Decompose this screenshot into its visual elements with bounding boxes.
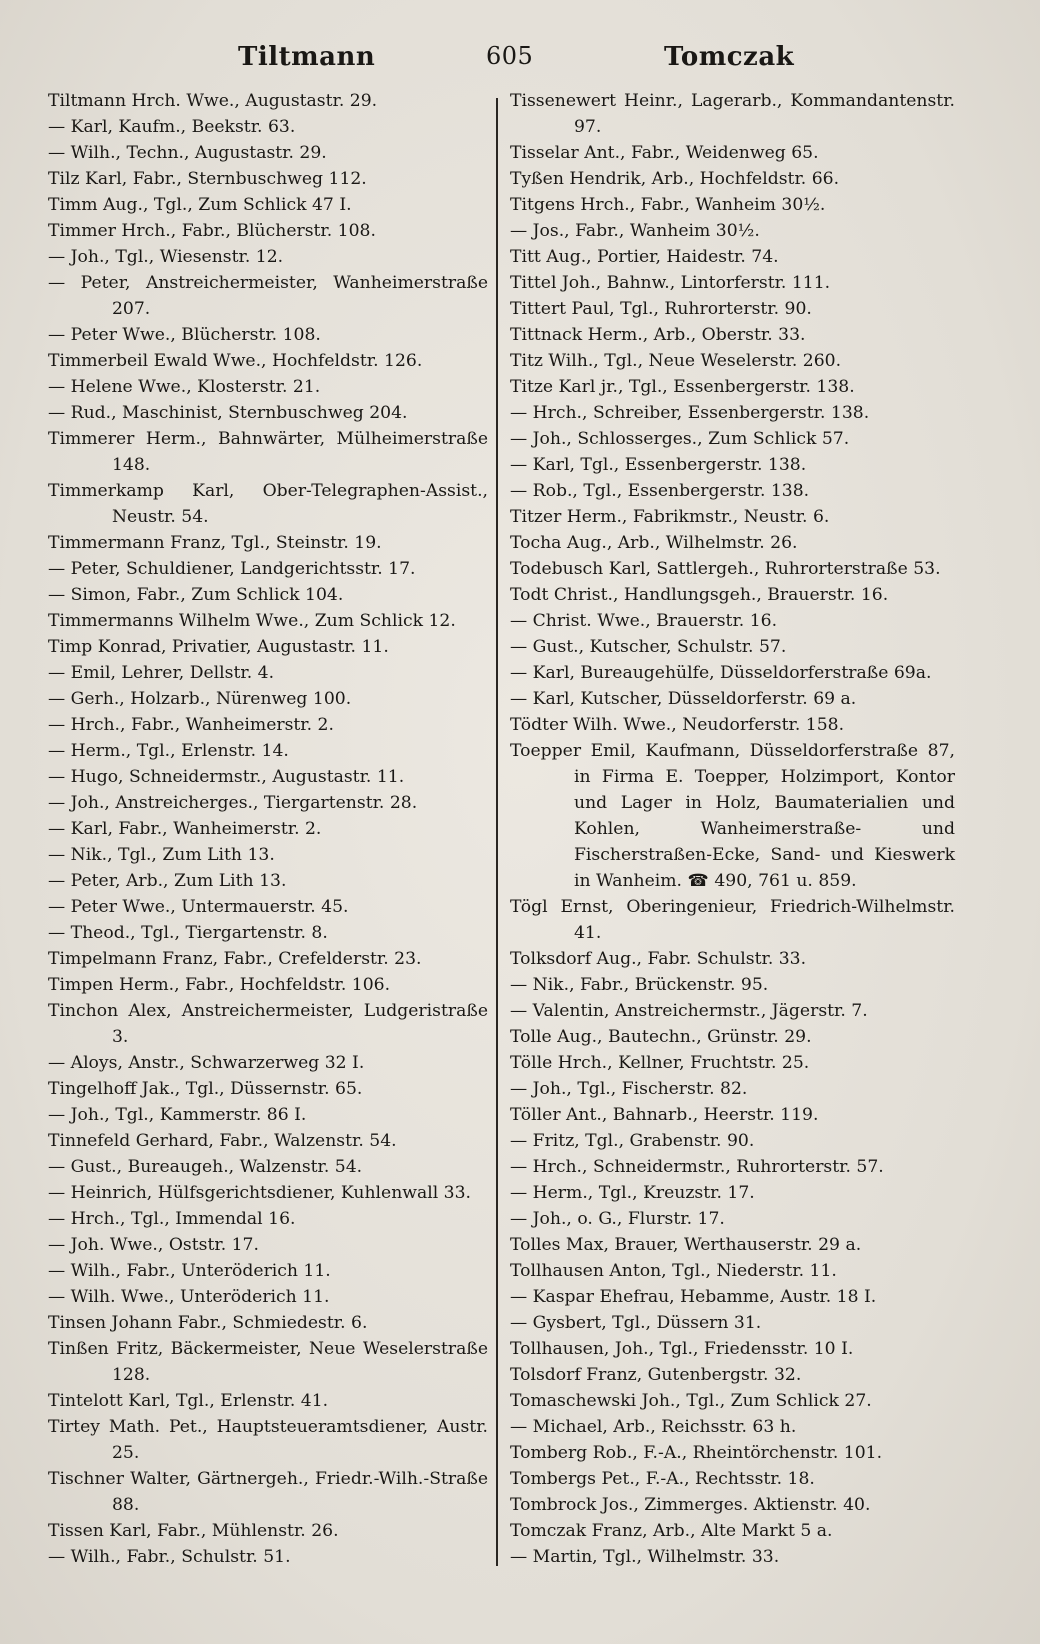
directory-entry: Tomberg Rob., F.-A., Rheintörchenstr. 101. — [510, 1443, 883, 1463]
directory-entry: — Herm., Tgl., Erlenstr. 14. — [48, 741, 289, 761]
header-right-keyword: Tomczak — [664, 42, 795, 72]
directory-entry: Tisselar Ant., Fabr., Weidenweg 65. — [510, 143, 819, 163]
directory-entry: Töller Ant., Bahnarb., Heerstr. 119. — [510, 1105, 819, 1125]
directory-entry: Timmermanns Wilhelm Wwe., Zum Schlick 12. — [48, 611, 456, 631]
directory-entry: Toepper Emil, Kaufmann, Düsseldorferstraße 87, in Firma E. Toepper, Holzimport, Kontor und Lager in Holz, Baumaterialien und Kohlen, Wanheimerstraße- und Fischerstraßen-Ecke, Sand- und Kieswerk in Wanheim. ☎ 490, 761 u. 859. — [510, 741, 955, 891]
directory-entry: — Nik., Fabr., Brückenstr. 95. — [510, 975, 769, 995]
directory-entry: — Joh., Tgl., Wiesenstr. 12. — [48, 247, 284, 267]
directory-entry: Timp Konrad, Privatier, Augustastr. 11. — [48, 637, 389, 657]
directory-entry: — Simon, Fabr., Zum Schlick 104. — [48, 585, 344, 605]
directory-entry: — Wilh. Wwe., Unteröderich 11. — [48, 1287, 330, 1307]
directory-entry: — Gust., Bureaugeh., Walzenstr. 54. — [48, 1157, 363, 1177]
directory-entry: Tolsdorf Franz, Gutenbergstr. 32. — [510, 1365, 802, 1385]
directory-entry: — Peter Wwe., Untermauerstr. 45. — [48, 897, 349, 917]
directory-entry: — Emil, Lehrer, Dellstr. 4. — [48, 663, 275, 683]
directory-entry: Titgens Hrch., Fabr., Wanheim 30½. — [510, 195, 826, 215]
directory-entry: — Peter, Arb., Zum Lith 13. — [48, 871, 287, 891]
directory-entry: — Nik., Tgl., Zum Lith 13. — [48, 845, 275, 865]
directory-entry: Titz Wilh., Tgl., Neue Weselerstr. 260. — [510, 351, 842, 371]
directory-entry: — Joh., Tgl., Fischerstr. 82. — [510, 1079, 748, 1099]
directory-entry: Tinßen Fritz, Bäckermeister, Neue Weselerstraße 128. — [48, 1339, 488, 1385]
directory-entry: — Martin, Tgl., Wilhelmstr. 33. — [510, 1547, 780, 1567]
directory-entry: Timpelmann Franz, Fabr., Crefelderstr. 23. — [48, 949, 422, 969]
directory-entry: — Herm., Tgl., Kreuzstr. 17. — [510, 1183, 755, 1203]
directory-entry: — Hrch., Fabr., Wanheimerstr. 2. — [48, 715, 334, 735]
directory-entry: — Joh. Wwe., Oststr. 17. — [48, 1235, 259, 1255]
directory-entry: — Joh., Schlosserges., Zum Schlick 57. — [510, 429, 850, 449]
directory-entry: Tiltmann Hrch. Wwe., Augustastr. 29. — [48, 91, 378, 111]
directory-entry: — Rob., Tgl., Essenbergerstr. 138. — [510, 481, 810, 501]
directory-entry: — Rud., Maschinist, Sternbuschweg 204. — [48, 403, 408, 423]
directory-entry: Timmer Hrch., Fabr., Blücherstr. 108. — [48, 221, 376, 241]
directory-entry: — Christ. Wwe., Brauerstr. 16. — [510, 611, 778, 631]
directory-entry: Tolle Aug., Bautechn., Grünstr. 29. — [510, 1027, 812, 1047]
directory-entry: Tollhausen, Joh., Tgl., Friedensstr. 10 I. — [510, 1339, 854, 1359]
left-column — [48, 88, 488, 1570]
directory-entry: — Karl, Tgl., Essenbergerstr. 138. — [510, 455, 807, 475]
directory-entry: — Karl, Bureaugehülfe, Düsseldorferstraße 69a. — [510, 663, 932, 683]
directory-entry: — Joh., Tgl., Kammerstr. 86 I. — [48, 1105, 307, 1125]
directory-entry: — Wilh., Fabr., Unteröderich 11. — [48, 1261, 331, 1281]
directory-entry: Tissenewert Heinr., Lagerarb., Kommandantenstr. 97. — [510, 91, 955, 137]
directory-entry: — Hrch., Schreiber, Essenbergerstr. 138. — [510, 403, 870, 423]
directory-entry: Tolles Max, Brauer, Werthauserstr. 29 a. — [510, 1235, 862, 1255]
directory-entry: Tinnefeld Gerhard, Fabr., Walzenstr. 54. — [48, 1131, 397, 1151]
column-divider — [496, 98, 498, 1566]
directory-entry: — Jos., Fabr., Wanheim 30½. — [510, 221, 760, 241]
directory-entry: Timmerbeil Ewald Wwe., Hochfeldstr. 126. — [48, 351, 423, 371]
directory-entry: Tittel Joh., Bahnw., Lintorferstr. 111. — [510, 273, 831, 293]
directory-entry: Tombrock Jos., Zimmerges. Aktienstr. 40. — [510, 1495, 871, 1515]
directory-entry: Tyßen Hendrik, Arb., Hochfeldstr. 66. — [510, 169, 840, 189]
directory-entry: Tischner Walter, Gärtnergeh., Friedr.-Wilh.-Straße 88. — [48, 1469, 488, 1515]
directory-entry: — Karl, Kaufm., Beekstr. 63. — [48, 117, 296, 137]
directory-entry: Tittnack Herm., Arb., Oberstr. 33. — [510, 325, 806, 345]
directory-entry: — Gerh., Holzarb., Nürenweg 100. — [48, 689, 352, 709]
directory-entry: Tomaschewski Joh., Tgl., Zum Schlick 27. — [510, 1391, 872, 1411]
directory-entry: — Joh., o. G., Flurstr. 17. — [510, 1209, 725, 1229]
directory-entry: — Peter, Anstreichermeister, Wanheimerstraße 207. — [48, 273, 488, 319]
directory-entry: — Gust., Kutscher, Schulstr. 57. — [510, 637, 787, 657]
directory-entry: Tolksdorf Aug., Fabr. Schulstr. 33. — [510, 949, 807, 969]
directory-entry: — Joh., Anstreicherges., Tiergartenstr. 28. — [48, 793, 418, 813]
right-column — [510, 88, 955, 1570]
directory-entry: — Peter, Schuldiener, Landgerichtsstr. 17. — [48, 559, 416, 579]
directory-entry: — Valentin, Anstreichermstr., Jägerstr. 7. — [510, 1001, 868, 1021]
directory-entry: Tinchon Alex, Anstreichermeister, Ludgeristraße 3. — [48, 1001, 488, 1047]
directory-entry: — Hugo, Schneidermstr., Augustastr. 11. — [48, 767, 405, 787]
directory-entry: — Hrch., Tgl., Immendal 16. — [48, 1209, 296, 1229]
directory-entry: — Fritz, Tgl., Grabenstr. 90. — [510, 1131, 755, 1151]
directory-entry: Titzer Herm., Fabrikmstr., Neustr. 6. — [510, 507, 830, 527]
directory-entry: — Peter Wwe., Blücherstr. 108. — [48, 325, 321, 345]
directory-entry: Tögl Ernst, Oberingenieur, Friedrich-Wilhelmstr. 41. — [510, 897, 955, 943]
directory-entry: — Heinrich, Hülfsgerichtsdiener, Kuhlenwall 33. — [48, 1183, 472, 1203]
directory-entry: — Karl, Fabr., Wanheimerstr. 2. — [48, 819, 322, 839]
directory-entry: Titze Karl jr., Tgl., Essenbergerstr. 138. — [510, 377, 855, 397]
directory-entry: Tilz Karl, Fabr., Sternbuschweg 112. — [48, 169, 367, 189]
directory-entry: Tingelhoff Jak., Tgl., Düssernstr. 65. — [48, 1079, 363, 1099]
directory-entry: Tölle Hrch., Kellner, Fruchtstr. 25. — [510, 1053, 810, 1073]
directory-entry: Timmerkamp Karl, Ober-Telegraphen-Assist., Neustr. 54. — [48, 481, 488, 527]
directory-entry: — Wilh., Fabr., Schulstr. 51. — [48, 1547, 291, 1567]
directory-entry: Timmermann Franz, Tgl., Steinstr. 19. — [48, 533, 382, 553]
directory-entry: Tittert Paul, Tgl., Ruhrorterstr. 90. — [510, 299, 812, 319]
directory-entry: — Michael, Arb., Reichsstr. 63 h. — [510, 1417, 797, 1437]
header-left-keyword: Tiltmann — [238, 42, 376, 72]
directory-entry: — Helene Wwe., Klosterstr. 21. — [48, 377, 321, 397]
directory-entry: Timm Aug., Tgl., Zum Schlick 47 I. — [48, 195, 352, 215]
directory-entry: Tocha Aug., Arb., Wilhelmstr. 26. — [510, 533, 798, 553]
page-number: 605 — [486, 42, 534, 70]
directory-entry: Timmerer Herm., Bahnwärter, Mülheimerstraße 148. — [48, 429, 488, 475]
directory-entry: Todt Christ., Handlungsgeh., Brauerstr. 16. — [510, 585, 889, 605]
directory-entry: Tissen Karl, Fabr., Mühlenstr. 26. — [48, 1521, 339, 1541]
directory-entry: — Theod., Tgl., Tiergartenstr. 8. — [48, 923, 328, 943]
directory-entry: — Kaspar Ehefrau, Hebamme, Austr. 18 I. — [510, 1287, 877, 1307]
directory-entry: — Hrch., Schneidermstr., Ruhrorterstr. 57. — [510, 1157, 884, 1177]
directory-entry: Timpen Herm., Fabr., Hochfeldstr. 106. — [48, 975, 391, 995]
directory-entry: Tombergs Pet., F.-A., Rechtsstr. 18. — [510, 1469, 815, 1489]
directory-entry: — Wilh., Techn., Augustastr. 29. — [48, 143, 327, 163]
directory-entry: — Gysbert, Tgl., Düssern 31. — [510, 1313, 762, 1333]
directory-entry: Tirtey Math. Pet., Hauptsteueramtsdiener, Austr. 25. — [48, 1417, 488, 1463]
directory-entry: Tintelott Karl, Tgl., Erlenstr. 41. — [48, 1391, 329, 1411]
directory-entry: — Aloys, Anstr., Schwarzerweg 32 I. — [48, 1053, 365, 1073]
directory-entry: Todebusch Karl, Sattlergeh., Ruhrorterstraße 53. — [510, 559, 941, 579]
directory-entry: Tödter Wilh. Wwe., Neudorferstr. 158. — [510, 715, 845, 735]
directory-entry: Tinsen Johann Fabr., Schmiedestr. 6. — [48, 1313, 368, 1333]
directory-entry: — Karl, Kutscher, Düsseldorferstr. 69 a. — [510, 689, 857, 709]
directory-entry: Tomczak Franz, Arb., Alte Markt 5 a. — [510, 1521, 833, 1541]
directory-entry: Titt Aug., Portier, Haidestr. 74. — [510, 247, 779, 267]
directory-entry: Tollhausen Anton, Tgl., Niederstr. 11. — [510, 1261, 837, 1281]
